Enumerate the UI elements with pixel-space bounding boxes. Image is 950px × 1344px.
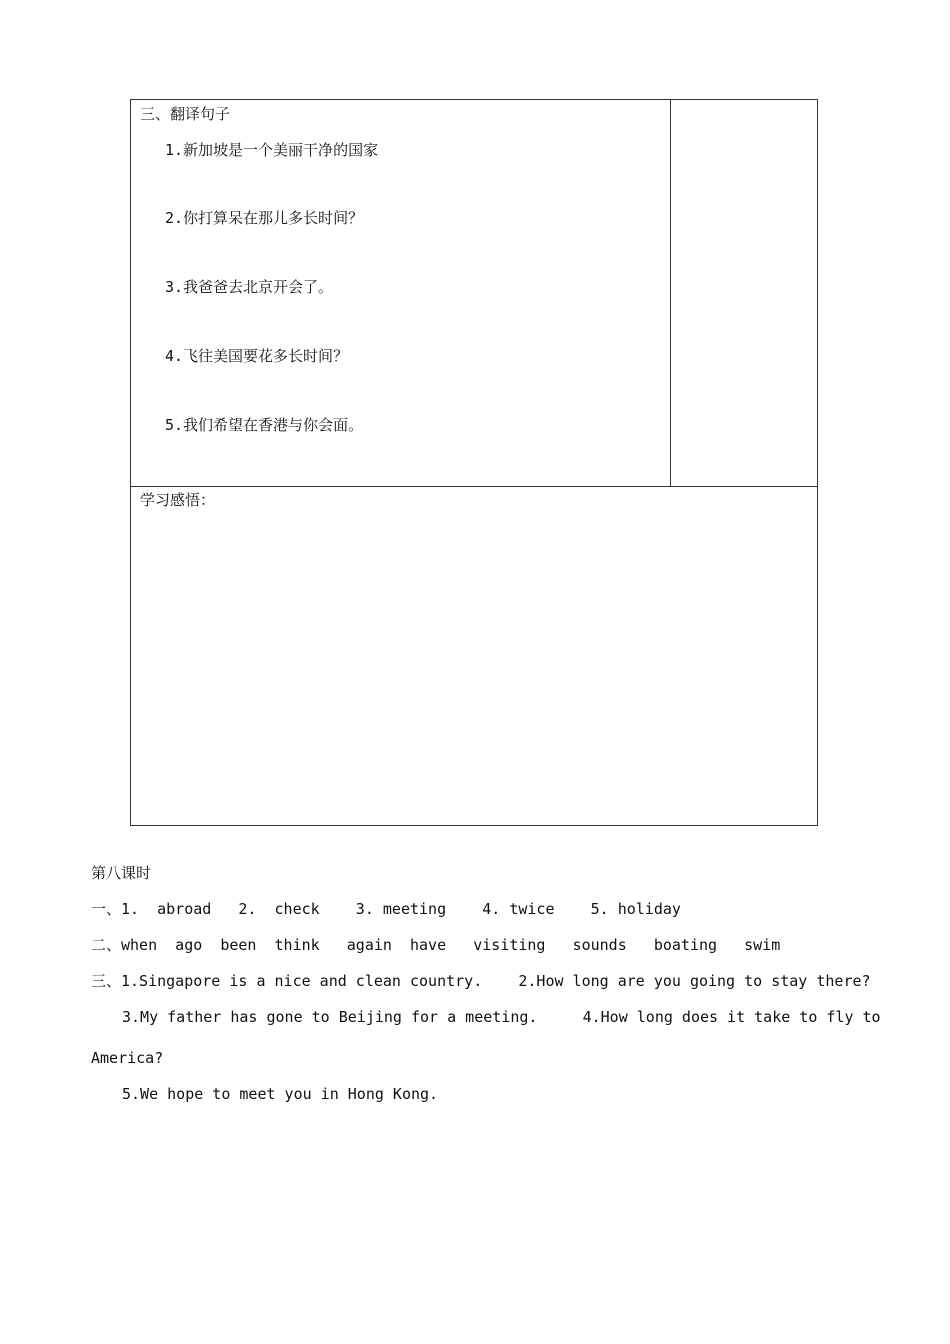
answer-part-1: 一、1. abroad 2. check 3. meeting 4. twice 5. holiday xyxy=(91,900,681,918)
section-title: 三、翻译句子 xyxy=(140,105,231,123)
translation-cell xyxy=(131,100,671,486)
reflection-label: 学习感悟： xyxy=(140,491,216,509)
worksheet-table xyxy=(130,99,818,826)
question-4: 4.飞往美国要花多长时间？ xyxy=(165,347,349,365)
question-1: 1.新加坡是一个美丽干净的国家 xyxy=(165,141,379,159)
answer-part-3-line-2: 3.My father has gone to Beijing for a meeting. 4.How long does it take to fly to xyxy=(122,1008,881,1026)
question-2: 2.你打算呆在那儿多长时间？ xyxy=(165,209,364,227)
answer-part-3-line-4: 5.We hope to meet you in Hong Kong. xyxy=(122,1085,439,1103)
translation-row xyxy=(131,100,817,487)
side-notes-cell xyxy=(671,100,817,486)
answer-part-3-line-1: 三、1.Singapore is a nice and clean country. 2.How long are you going to stay there? xyxy=(91,972,871,990)
reflection-cell xyxy=(131,487,817,825)
question-5: 5.我们希望在香港与你会面。 xyxy=(165,416,364,434)
answer-part-2: 二、when ago been think again have visiting sounds boating swim xyxy=(91,936,781,954)
lesson-title: 第八课时 xyxy=(91,864,152,882)
question-3: 3.我爸爸去北京开会了。 xyxy=(165,278,334,296)
answer-part-3-line-3: America? xyxy=(91,1049,164,1067)
